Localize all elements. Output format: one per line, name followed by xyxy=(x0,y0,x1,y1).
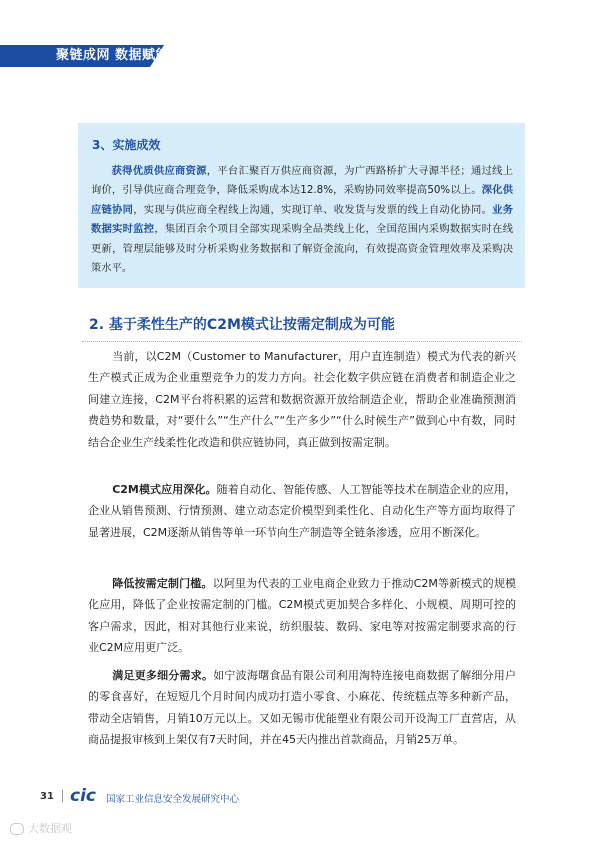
body-text: 如宁波海曙食品有限公司利用淘特连接电商数据了解细分用户的零食喜好，在短短几个月时间内成功打造小零食、小麻花、传统糕点等多种新产品，带动全店销售，月销10万元以上。又如无锡市优能塑业有限公司开设淘工厂直营店，从商品提报审核到上架仅有7天时间，并在45天内推出首款商品，月销25万单。 xyxy=(88,669,517,747)
weibo-icon xyxy=(10,823,24,835)
body-text: ，平台汇聚百万供应商资源，为广西路桥扩大寻源半径；通过线上询价，引导供应商合理竞争，降低采购成本达12.8%，采购协同效率提高50%以上。 xyxy=(91,165,514,197)
cic-logo-icon xyxy=(70,785,102,805)
paragraph-lower-threshold xyxy=(88,573,516,659)
bold-lead-phrase: 满足更多细分需求。 xyxy=(112,669,214,682)
body-text: ，实现与供应商全程线上沟通，实现订单、收发货与发票的线上自动化协同。 xyxy=(133,203,493,216)
footer-separator xyxy=(62,790,63,802)
body-text: ，集团百余个项目全部实现采购全品类线上化，全国范围内采购数据实时在线更新，管理层能够及时分析采购业务数据和了解资金流向，有效提高资金管理效率及采购决策水平。 xyxy=(91,223,514,275)
body-text: 以阿里为代表的工业电商企业致力于推动C2M等新模式的规模化应用，降低了企业按需定制的门槛。C2M模式更加契合多样化、小规模、周期可控的客户需求，因此，相对其他行业来说，纺织服装、数码、家电等对按需定制要求高的行业C2M应用更广泛。 xyxy=(88,577,517,655)
body-text: 当前，以C2M（Customer to Manufacturer，用户直连制造）模式为代表的新兴生产模式正成为企业重塑竞争力的发力方向。社会化数字供应链在消费者和制造企业之间建立连接，C2M平台将积累的运营和数据资源开放给制造企业，帮助企业准确预测消费趋势和数量，对“要什么”“生产什么”“生产多少”“什么时候生产”做到心中有数，同时结合企业生产线柔性化改造和供应链协同，真正做到按需定制。 xyxy=(88,350,516,449)
bold-lead-phrase: C2M模式应用深化。 xyxy=(112,483,217,496)
paragraph-niche-demand xyxy=(88,665,516,751)
page-number: 31 xyxy=(40,791,54,802)
watermark-text: 大数据观 xyxy=(28,822,72,835)
body-text: 随着自动化、智能传感、人工智能等技术在制造企业的应用，企业从销售预测、行情预测、建立动态定价模型到柔性化、自动化生产等方面均取得了显著进展，C2M逐渐从销售等单一环节向生产制造等全链条渗透，应用不断深化。 xyxy=(88,483,516,539)
bold-lead-phrase: 获得优质供应商资源 xyxy=(111,165,207,177)
section-heading: 2. 基于柔性生产的C2M模式让按需定制成为可能 xyxy=(89,317,395,333)
bold-lead-phrase: 降低按需定制门槛。 xyxy=(112,577,213,590)
callout-body xyxy=(91,162,513,278)
header-title: 聚链成网 数据赋能 xyxy=(56,48,170,63)
footer-organization: 国家工业信息安全发展研究中心 xyxy=(106,794,240,805)
cic-logo-text: cic xyxy=(70,786,96,805)
paragraph-intro xyxy=(88,346,516,453)
callout-title: 3、实施成效 xyxy=(92,138,161,152)
paragraph-c2m-deepening xyxy=(88,479,516,543)
bold-lead-phrase: 业务数据实时监控 xyxy=(91,203,514,236)
bold-lead-phrase: 深化供应链协同 xyxy=(91,184,513,216)
watermark xyxy=(10,820,72,836)
section-divider xyxy=(82,341,522,342)
